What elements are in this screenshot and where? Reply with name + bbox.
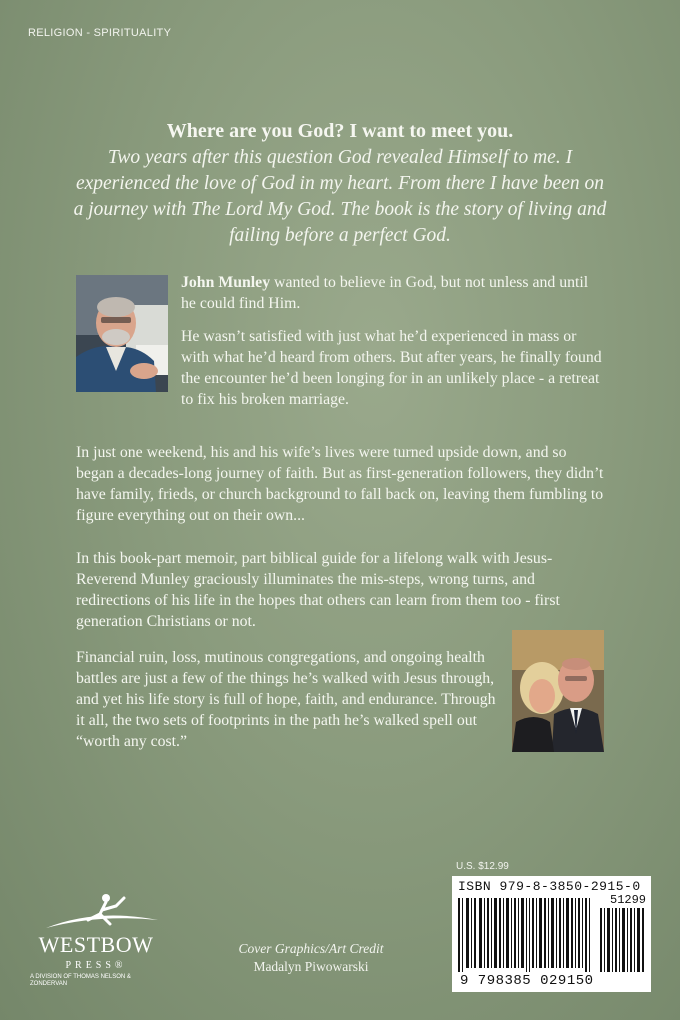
isbn-label: ISBN 979-8-3850-2915-0	[458, 879, 641, 894]
couple-photo	[512, 630, 604, 752]
paragraph-5: Financial ruin, loss, mutinous congregations, and ongoing health battles are just a few of the things he’s walked with Jesus through, and yet his life story is full of hope, faith, and endurance. Through it all, the two sets of footprints in the path he’s walked spell out “worth any cost.”	[76, 649, 496, 750]
publisher-logo	[20, 890, 180, 1000]
art-credit	[222, 940, 400, 976]
art-credit-label: Cover Graphics/Art Credit	[238, 941, 384, 956]
publisher-name: WESTBOW	[38, 932, 154, 957]
paragraph-3: In just one weekend, his and his wife’s lives were turned upside down, and so began a decades-long journey of faith. But as first-generation followers, they didn’t have family, frieds, or church background to fall back on, leaving them fumbling to figure everything out on their own...	[76, 444, 604, 524]
isbn-number: 9 798385 029150	[460, 973, 594, 989]
publisher-division: A DIVISION OF THOMAS NELSON & ZONDERVAN	[30, 974, 131, 987]
price-code: 51299	[610, 893, 647, 907]
paragraph-4: In this book-part memoir, part biblical guide for a lifelong walk with Jesus-Reverend Munley graciously illuminates the mis-steps, wrong turns, and redirections of his life in the hopes that others can learn from them too - first generation Christians or not.	[76, 550, 560, 630]
category-label: RELIGION - SPIRITUALITY	[28, 27, 172, 39]
publisher-press: PRESS®	[65, 960, 127, 971]
art-credit-name: Madalyn Piwowarski	[253, 959, 369, 974]
intro-text: Two years after this question God revealed Himself to me. I experienced the love of God in my heart. From there I have been on a journey with The Lord My God. The book is the story of living and failing before a perfect God.	[73, 147, 607, 246]
runner-icon	[26, 890, 176, 936]
headline: Where are you God? I want to meet you.	[166, 120, 514, 142]
author-name: John Munley	[181, 274, 271, 291]
paragraph-2: He wasn’t satisfied with just what he’d experienced in mass or with what he’d heard from others. But after years, he finally found the encounter he’d been longing for in an unlikely place - a retreat to fix his broken marriage.	[181, 328, 602, 408]
price-label: U.S. $12.99	[456, 861, 509, 872]
author-paragraph	[181, 272, 605, 314]
author-intro: wanted to believe in God, but not unless and until he could find Him.	[181, 274, 589, 312]
barcode	[452, 876, 651, 992]
